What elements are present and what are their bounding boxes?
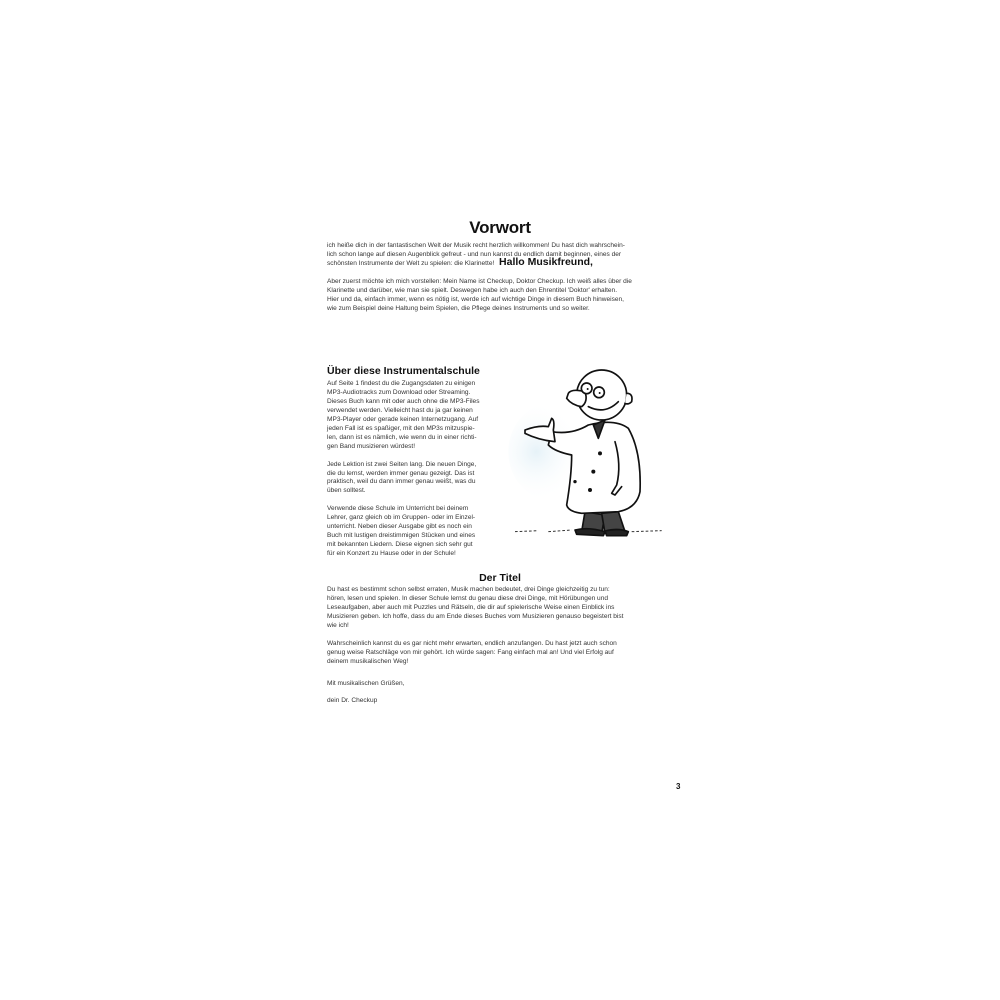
text-line: Leseaufgaben, aber auch mit Puzzles und Rätseln, die dir auf spielerische Weise einen Einblick ins [327, 603, 615, 611]
about-text [327, 380, 479, 559]
text-line: verwendet werden. Vielleicht hast du ja gar keinen [327, 406, 473, 414]
text-line: Dieses Buch kann mit oder auch ohne die MP3-Files [327, 397, 480, 405]
closing-salutation: Mit musikalischen Grüßen, [327, 680, 405, 687]
text-line: unterricht. Neben dieser Ausgabe gibt es noch ein [327, 523, 472, 531]
text-line: Buch mit lustigen dreistimmigen Stücken und eines [327, 532, 476, 540]
text-line: hören, lesen und spielen. In dieser Schule lernst du genau diese drei Dinge, mit Hörübungen und [327, 594, 608, 602]
text-line: Du hast es bestimmt schon selbst erraten, Musik machen bedeutet, drei Dinge gleichzeitig zu tun: [327, 586, 610, 593]
closing-signature: dein Dr. Checkup [327, 697, 378, 704]
title-section-text [327, 586, 623, 667]
text-line: Musizieren geben. Ich hoffe, dass du am Ende dieses Buches vom Musizieren genauso begeistert bist [327, 612, 624, 620]
text-line: Jede Lektion ist zwei Seiten lang. Die neuen Dinge, [327, 460, 477, 468]
title-section-heading: Der Titel [479, 572, 521, 584]
text-line: praktisch, weil du dann immer genau weißt, was du [327, 478, 476, 486]
text-line: gen Band musizieren würdest! [327, 442, 416, 450]
text-line: mit bekannten Liedern. Diese eignen sich sehr gut [327, 541, 473, 549]
text-line: die du lernst, werden immer genau gezeigt. Das ist [327, 469, 475, 477]
greeting-heading: Hallo Musikfreund, [499, 256, 593, 268]
text-line: üben solltest. [327, 487, 366, 495]
doctor-checkup-illustration [505, 365, 685, 545]
text-line: Lehrer, ganz gleich ob im Gruppen- oder im Einzel- [327, 514, 476, 522]
text-line: für ein Konzert zu Hause oder in der Schule! [327, 550, 456, 558]
text-line: Hier und da, einfach immer, wenn es nötig ist, werde ich auf wichtige Dinge in diesem Buch hinweisen, [327, 295, 624, 303]
text-line: genug weise Ratschläge von mir gehört. Ich würde sagen: Fang einfach mal an! Und viel Erfolg auf [327, 648, 614, 656]
page-title: Vorwort [469, 218, 531, 237]
greeting-text [327, 242, 632, 314]
text-line: Wahrscheinlich kannst du es gar nicht mehr erwarten, endlich anzufangen. Du hast jetzt auch schon [327, 639, 617, 647]
text-line: ich heiße dich in der fantastischen Welt der Musik recht herzlich willkommen! Du hast dich wahrschein- [327, 242, 625, 249]
text-line: Verwende diese Schule im Unterricht bei deinem [327, 505, 469, 513]
text-line: MP3-Audiotracks zum Download oder Streaming. [327, 388, 471, 396]
text-line: lich schon lange auf diesen Augenblick gefreut - und nun kannst du endlich damit beginnen, eines der [327, 250, 622, 258]
text-line: Auf Seite 1 findest du die Zugangsdaten zu einigen [327, 380, 476, 387]
about-heading: Über diese Instrumentalschule [327, 365, 480, 377]
text-line: Klarinette und darüber, wie man sie spielt. Deswegen habe ich auch den Ehrentitel 'Doktor' erhalten. [327, 286, 618, 294]
text-line: schönsten Instrumente der Welt zu spielen: die Klarinette! [327, 259, 495, 267]
text-line: len, dann ist es nämlich, wie wenn du in einer richti- [327, 433, 477, 441]
text-line: wie zum Beispiel deine Haltung beim Spielen, die Pflege deines Instruments und so weiter. [327, 304, 590, 312]
text-line: jeden Fall ist es spaßiger, mit den MP3s mitzuspie- [327, 424, 475, 432]
text-line: Aber zuerst möchte ich mich vorstellen: Mein Name ist Checkup, Doktor Checkup. Ich weiß alles über die [327, 277, 632, 285]
text-line: MP3-Player oder gerade keinen Internetzugang. Auf [327, 415, 479, 423]
page-number: 3 [676, 782, 681, 791]
text-line: wie ich! [327, 621, 349, 629]
text-line: deinem musikalischen Weg! [327, 657, 409, 665]
